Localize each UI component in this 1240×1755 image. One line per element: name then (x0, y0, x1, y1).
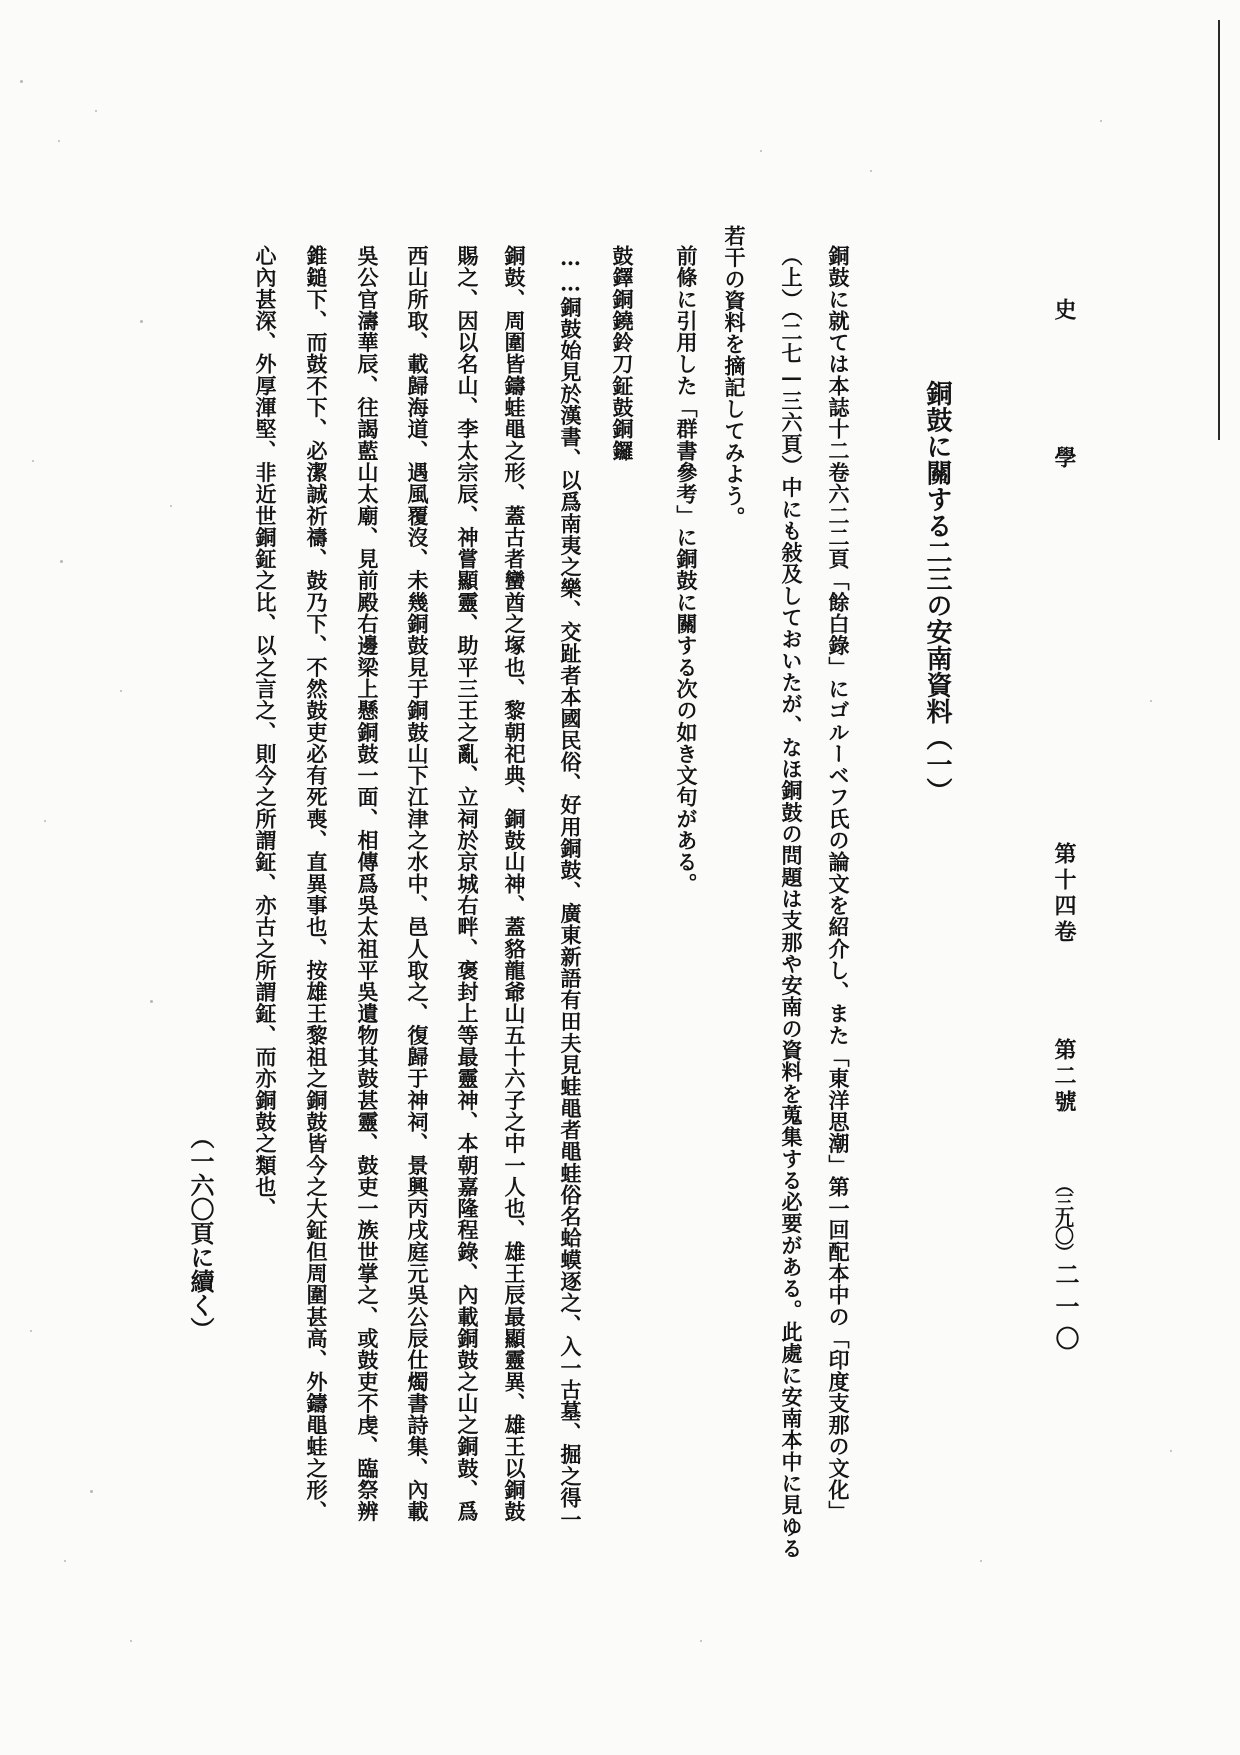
paragraph-line: ……銅鼓始見於漢書、以爲南夷之樂、交趾者本國民俗、好用銅鼓、廣東新語有田夫見蛙黽者黽蛙俗名蛤蟆逐之、入一古墓、掘之得一 (558, 245, 583, 1531)
scan-speck (150, 1000, 153, 1003)
paragraph-line: 前條に引用した「群書參考」に銅鼓に關する次の如き文句がある。 (674, 245, 699, 895)
paragraph-line: 若干の資料を摘記してみよう。 (722, 225, 747, 529)
paragraph-line: 西山所取、載歸海道、遇風覆沒、未幾銅鼓見于銅鼓山下江津之水中、邑人取之、復歸于神祠、景興丙戌庭元吳公辰仕燭書詩集、內載 (405, 245, 430, 1523)
paragraph-line: 銅鼓に就ては本誌十二卷六二二頁「餘白錄」にゴルーベフ氏の論文を紹介し、また「東洋思潮」第一回配本中の「印度支那の文化」 (826, 245, 851, 1523)
volume-number: 第十四卷 (1051, 842, 1077, 946)
journal-title: 史 學 (1051, 298, 1077, 520)
article-title: 銅鼓に關する二三の安南資料（一） (922, 380, 952, 804)
scan-speck (870, 170, 872, 172)
scan-speck (90, 1490, 93, 1493)
continuation-note: （一六〇頁に續く） (186, 1125, 215, 1341)
scan-speck (760, 150, 762, 152)
scan-speck (170, 505, 172, 507)
paragraph-line: 銅鼓、周圍皆鑄蛙黽之形、蓋古者蠻酋之塚也、黎朝祀典、銅鼓山神、蓋貉龍爺山五十六子之中一人也、雄王辰最顯靈異、雄王以銅鼓 (502, 245, 527, 1523)
paragraph-line: 吳公官濤華辰、往謁藍山太廟、見前殿右邊梁上懸銅鼓一面、相傳爲吳太祖平吳遺物其鼓甚靈、鼓吏一族世掌之、或鼓吏不虔、臨祭辨 (355, 245, 380, 1523)
scan-speck (32, 460, 34, 462)
scan-speck (980, 1560, 982, 1562)
scan-edge-line (1218, 20, 1220, 440)
scan-speck (140, 320, 143, 323)
scan-speck (64, 1560, 66, 1562)
scan-speck (44, 820, 46, 822)
paragraph-line: 心內甚深、外厚渾堅、非近世銅鉦之比、以之言之、則今之所謂鉦、亦古之所謂鉦、而亦銅鼓之類也、 (253, 245, 278, 1220)
scan-speck (60, 560, 63, 563)
paragraph-line: 賜之、因以名山、李太宗辰、神嘗顯靈、助平三王之亂、立祠於京城右畔、褒封上等最靈神、本朝嘉隆程錄、內載銅鼓之山之銅鼓、爲 (455, 245, 480, 1523)
scan-speck (1170, 1450, 1172, 1452)
paragraph-line: （上）（二七—三六頁）中にも敍及しておいたが、なほ銅鼓の問題は支那や安南の資料を蒐集する必要がある。此處に安南本中に見ゆる (779, 245, 804, 1560)
scan-speck (700, 1640, 702, 1642)
scan-speck (1100, 120, 1102, 122)
scan-speck (120, 690, 122, 692)
scan-speck (30, 1330, 32, 1332)
issue-page-number: （三九〇） (1052, 1175, 1074, 1260)
scan-speck (20, 80, 23, 83)
paragraph-line: 錐鎚下、而鼓不下、必潔誠祈禱、鼓乃下、不然鼓吏必有死喪、直異事也、按雄王黎祖之銅鼓皆今之大鉦但周圍甚高、外鑄黽蛙之形、 (304, 245, 329, 1523)
quote-heading: 鼓鐸銅鐃鈴刀鉦鼓銅鑼 (610, 245, 635, 462)
page-number: 二一〇 (1051, 1262, 1080, 1358)
scan-speck (130, 1640, 132, 1642)
scan-speck (95, 110, 97, 112)
scan-speck (1150, 700, 1152, 702)
scan-speck (58, 140, 60, 142)
issue-number: 第二號 (1051, 1038, 1077, 1116)
